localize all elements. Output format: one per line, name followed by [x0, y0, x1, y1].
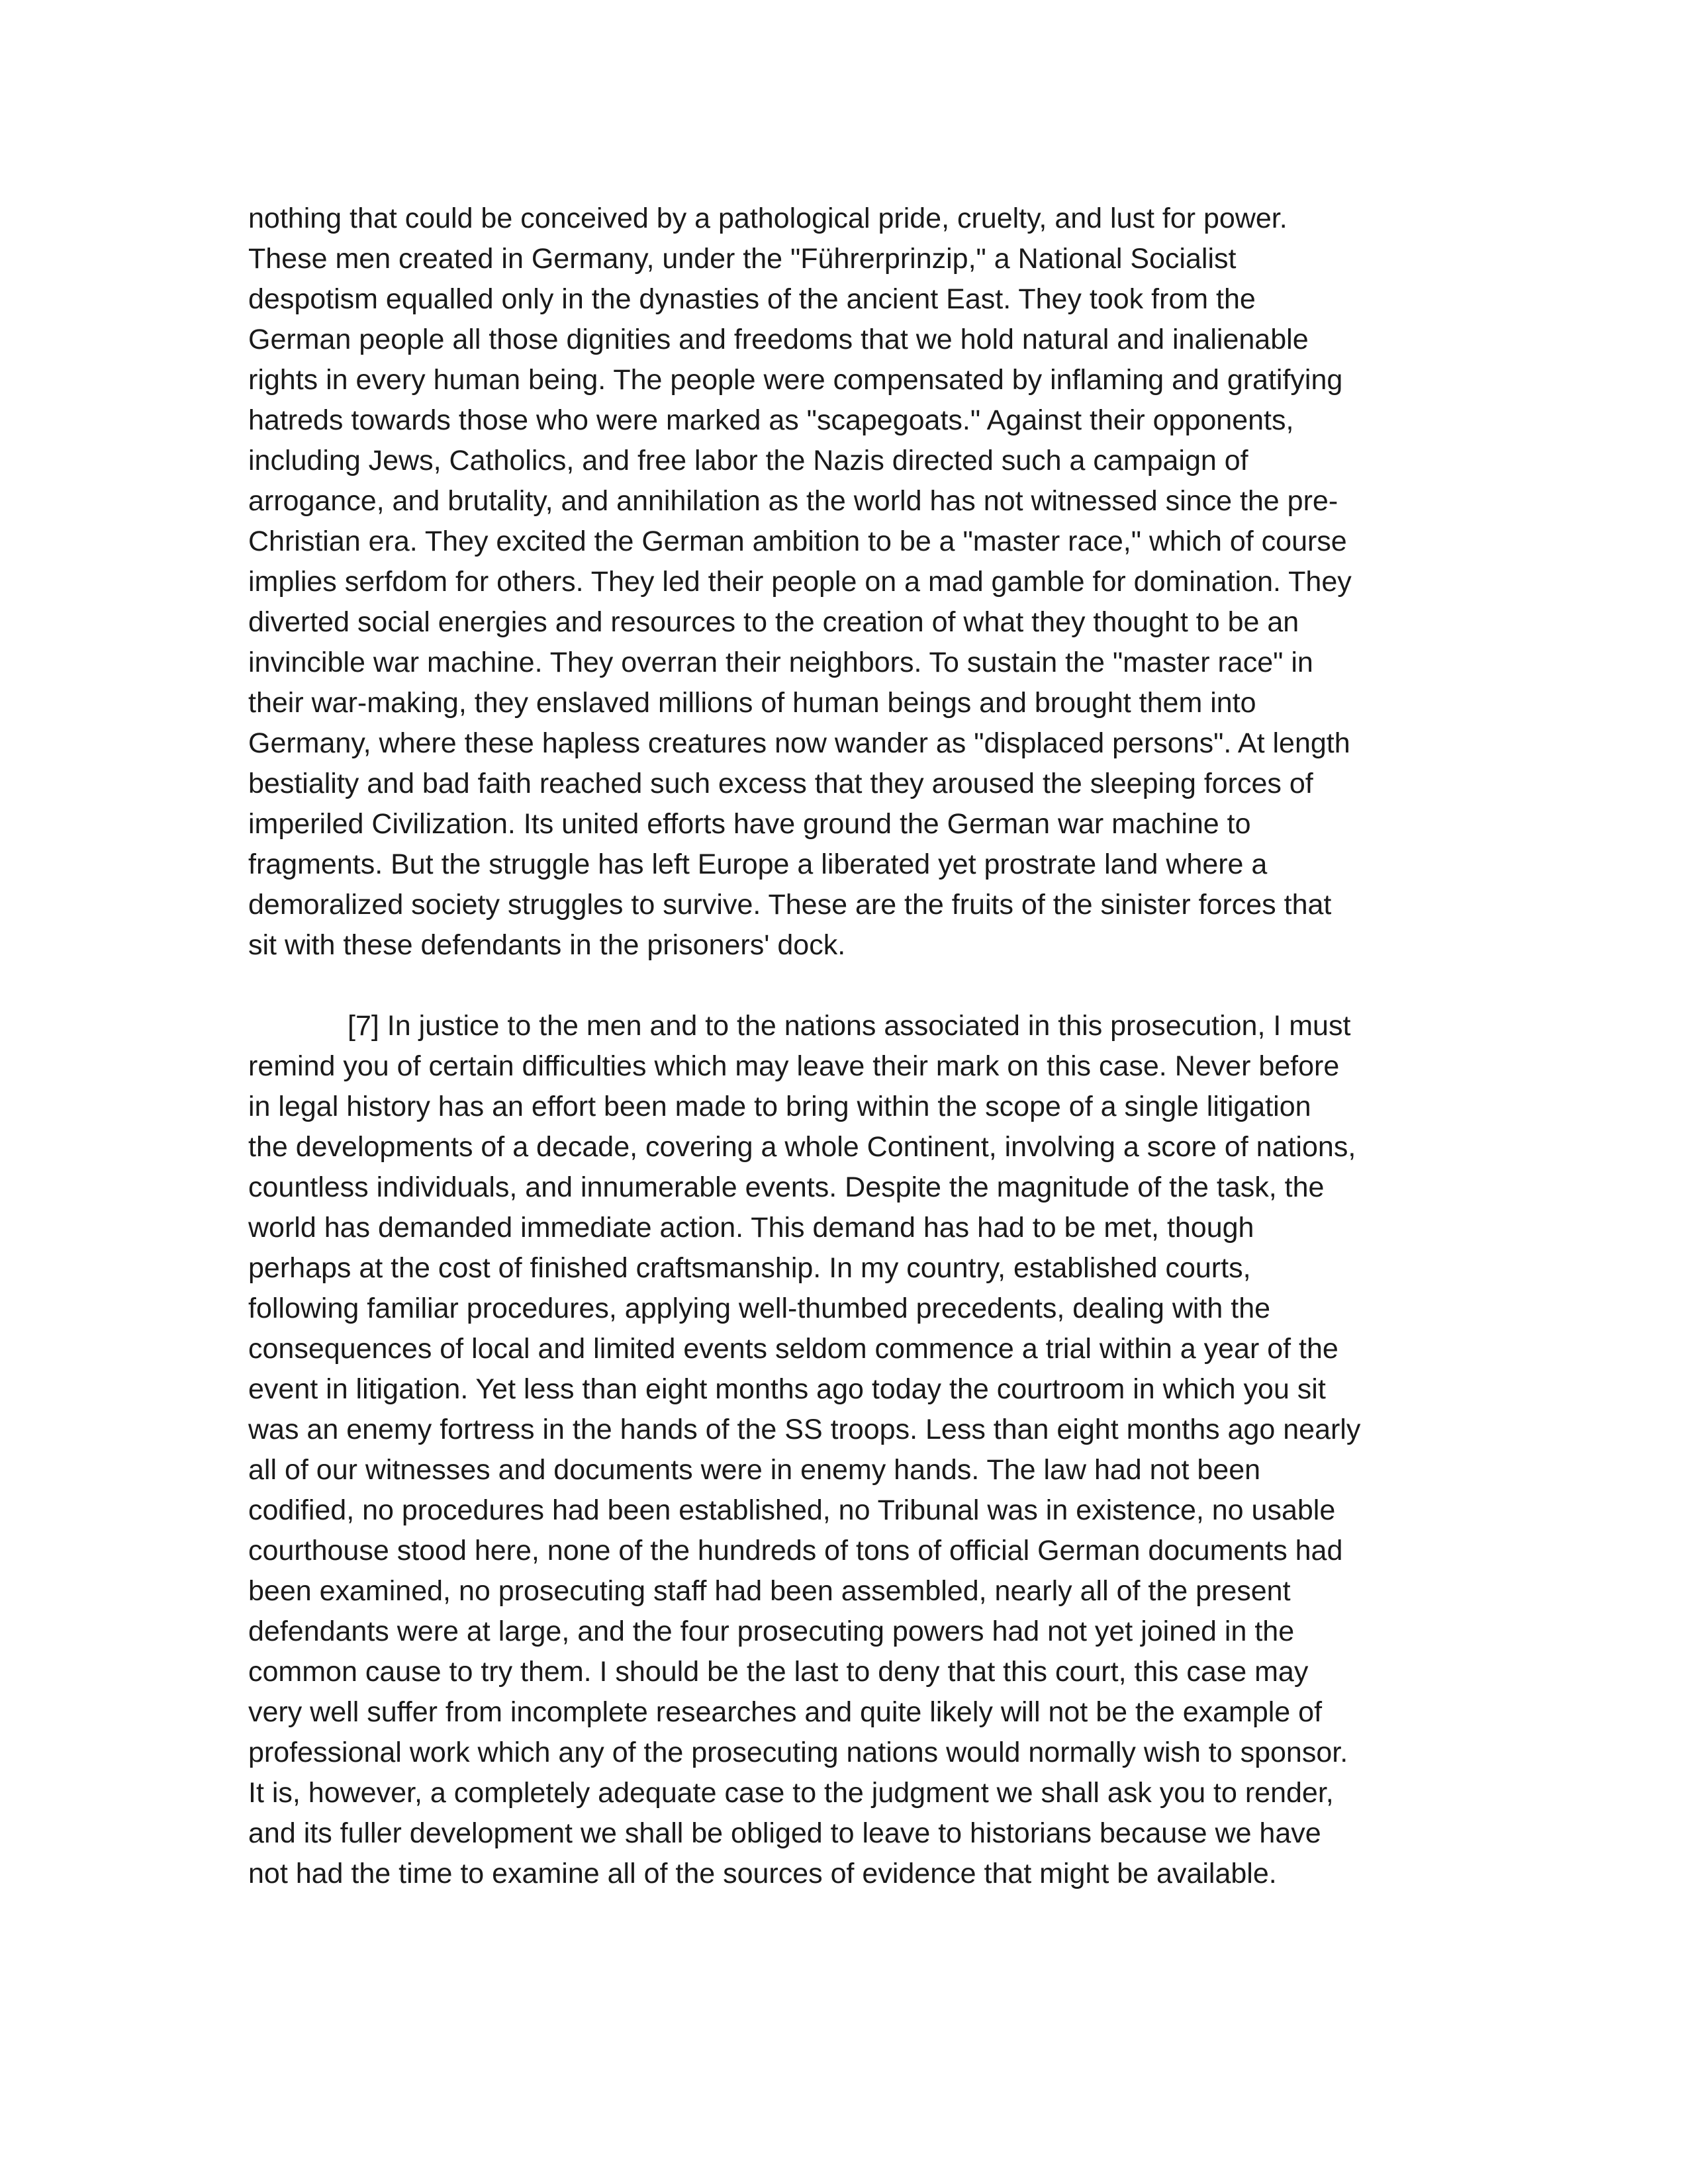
text-line: [248, 1006, 1453, 1046]
line-text: in legal history has an effort been made to bring within the scope of a single litigation: [248, 1091, 1311, 1122]
paragraph: [248, 199, 1453, 966]
text-line: [248, 400, 1453, 441]
line-text: not had the time to examine all of the sources of evidence that might be available.: [248, 1858, 1277, 1889]
line-text: Christian era. They excited the German ambition to be a "master race," which of course: [248, 525, 1347, 557]
line-text: [7] In justice to the men and to the nations associated in this prosecution, I must: [348, 1010, 1351, 1042]
text-line: [248, 1208, 1453, 1248]
text-line: [248, 1450, 1453, 1490]
text-line: [248, 925, 1453, 966]
line-text: nothing that could be conceived by a pathological pride, cruelty, and lust for power.: [248, 203, 1288, 234]
text-line: [248, 1329, 1453, 1369]
line-text: professional work which any of the prosecuting nations would normally wish to sponsor.: [248, 1737, 1348, 1768]
document-body: [248, 199, 1453, 1894]
line-text: perhaps at the cost of finished craftsmanship. In my country, established courts,: [248, 1252, 1251, 1284]
line-text: rights in every human being. The people were compensated by inflaming and gratifying: [248, 364, 1343, 396]
text-line: [248, 1854, 1453, 1894]
text-line: [248, 1289, 1453, 1329]
line-text: despotism equalled only in the dynasties of the ancient East. They took from the: [248, 283, 1256, 315]
paragraph-spacer: [248, 966, 1453, 1006]
text-line: [248, 239, 1453, 279]
line-text: common cause to try them. I should be the last to deny that this court, this case may: [248, 1656, 1309, 1688]
text-line: [248, 279, 1453, 320]
line-text: been examined, no prosecuting staff had been assembled, nearly all of the present: [248, 1575, 1291, 1607]
line-text: all of our witnesses and documents were in enemy hands. The law had not been: [248, 1454, 1261, 1486]
text-line: [248, 522, 1453, 562]
line-text: defendants were at large, and the four prosecuting powers had not yet joined in the: [248, 1615, 1295, 1647]
line-text: arrogance, and brutality, and annihilation as the world has not witnessed since the pre-: [248, 485, 1338, 517]
line-text: their war-making, they enslaved millions of human beings and brought them into: [248, 687, 1256, 719]
text-line: [248, 481, 1453, 522]
text-line: [248, 1612, 1453, 1652]
text-line: [248, 1127, 1453, 1167]
line-text: consequences of local and limited events seldom commence a trial within a year of the: [248, 1333, 1338, 1365]
text-line: [248, 360, 1453, 400]
line-text: countless individuals, and innumerable events. Despite the magnitude of the task, the: [248, 1171, 1325, 1203]
line-text: demoralized society struggles to survive. These are the fruits of the sinister forces that: [248, 889, 1332, 921]
text-line: [248, 602, 1453, 643]
line-text: sit with these defendants in the prisoners' dock.: [248, 929, 846, 961]
line-text: bestiality and bad faith reached such excess that they aroused the sleeping forces of: [248, 768, 1313, 799]
text-line: [248, 199, 1453, 239]
line-text: diverted social energies and resources to the creation of what they thought to be an: [248, 606, 1299, 638]
text-line: [248, 1046, 1453, 1087]
text-line: [248, 1773, 1453, 1813]
line-text: German people all those dignities and freedoms that we hold natural and inalienable: [248, 324, 1309, 355]
text-line: [248, 804, 1453, 844]
line-text: It is, however, a completely adequate case to the judgment we shall ask you to render,: [248, 1777, 1334, 1809]
text-line: [248, 723, 1453, 764]
text-line: [248, 1692, 1453, 1733]
text-line: [248, 1733, 1453, 1773]
text-line: [248, 1652, 1453, 1692]
text-line: [248, 1087, 1453, 1127]
line-text: the developments of a decade, covering a whole Continent, involving a score of nations,: [248, 1131, 1356, 1163]
text-line: [248, 643, 1453, 683]
line-text: event in litigation. Yet less than eight months ago today the courtroom in which you sit: [248, 1373, 1326, 1405]
text-line: [248, 441, 1453, 481]
line-text: fragments. But the struggle has left Europe a liberated yet prostrate land where a: [248, 848, 1268, 880]
line-text: was an enemy fortress in the hands of the SS troops. Less than eight months ago nearly: [248, 1414, 1361, 1445]
text-line: [248, 1531, 1453, 1571]
line-text: following familiar procedures, applying well-thumbed precedents, dealing with the: [248, 1293, 1271, 1324]
line-text: hatreds towards those who were marked as "scapegoats." Against their opponents,: [248, 404, 1294, 436]
text-line: [248, 885, 1453, 925]
line-text: remind you of certain difficulties which may leave their mark on this case. Never before: [248, 1050, 1340, 1082]
line-text: very well suffer from incomplete researches and quite likely will not be the example of: [248, 1696, 1323, 1728]
text-line: [248, 683, 1453, 723]
line-text: including Jews, Catholics, and free labor the Nazis directed such a campaign of: [248, 445, 1248, 477]
text-line: [248, 1490, 1453, 1531]
line-text: world has demanded immediate action. This demand has had to be met, though: [248, 1212, 1254, 1244]
text-line: [248, 764, 1453, 804]
line-text: imperiled Civilization. Its united efforts have ground the German war machine to: [248, 808, 1251, 840]
text-line: [248, 844, 1453, 885]
text-line: [248, 1248, 1453, 1289]
text-line: [248, 1813, 1453, 1854]
text-line: [248, 1167, 1453, 1208]
text-line: [248, 562, 1453, 602]
text-line: [248, 320, 1453, 360]
line-text: courthouse stood here, none of the hundreds of tons of official German documents had: [248, 1535, 1343, 1567]
line-text: These men created in Germany, under the "Führerprinzip," a National Socialist: [248, 243, 1237, 275]
paragraph: [248, 1006, 1453, 1894]
line-text: and its fuller development we shall be obliged to leave to historians because we have: [248, 1817, 1321, 1849]
line-text: codified, no procedures had been established, no Tribunal was in existence, no usable: [248, 1494, 1336, 1526]
text-line: [248, 1410, 1453, 1450]
line-text: implies serfdom for others. They led their people on a mad gamble for domination. They: [248, 566, 1352, 598]
line-text: invincible war machine. They overran their neighbors. To sustain the "master race" in: [248, 647, 1313, 678]
line-text: Germany, where these hapless creatures now wander as "displaced persons". At length: [248, 727, 1350, 759]
text-line: [248, 1571, 1453, 1612]
text-line: [248, 1369, 1453, 1410]
